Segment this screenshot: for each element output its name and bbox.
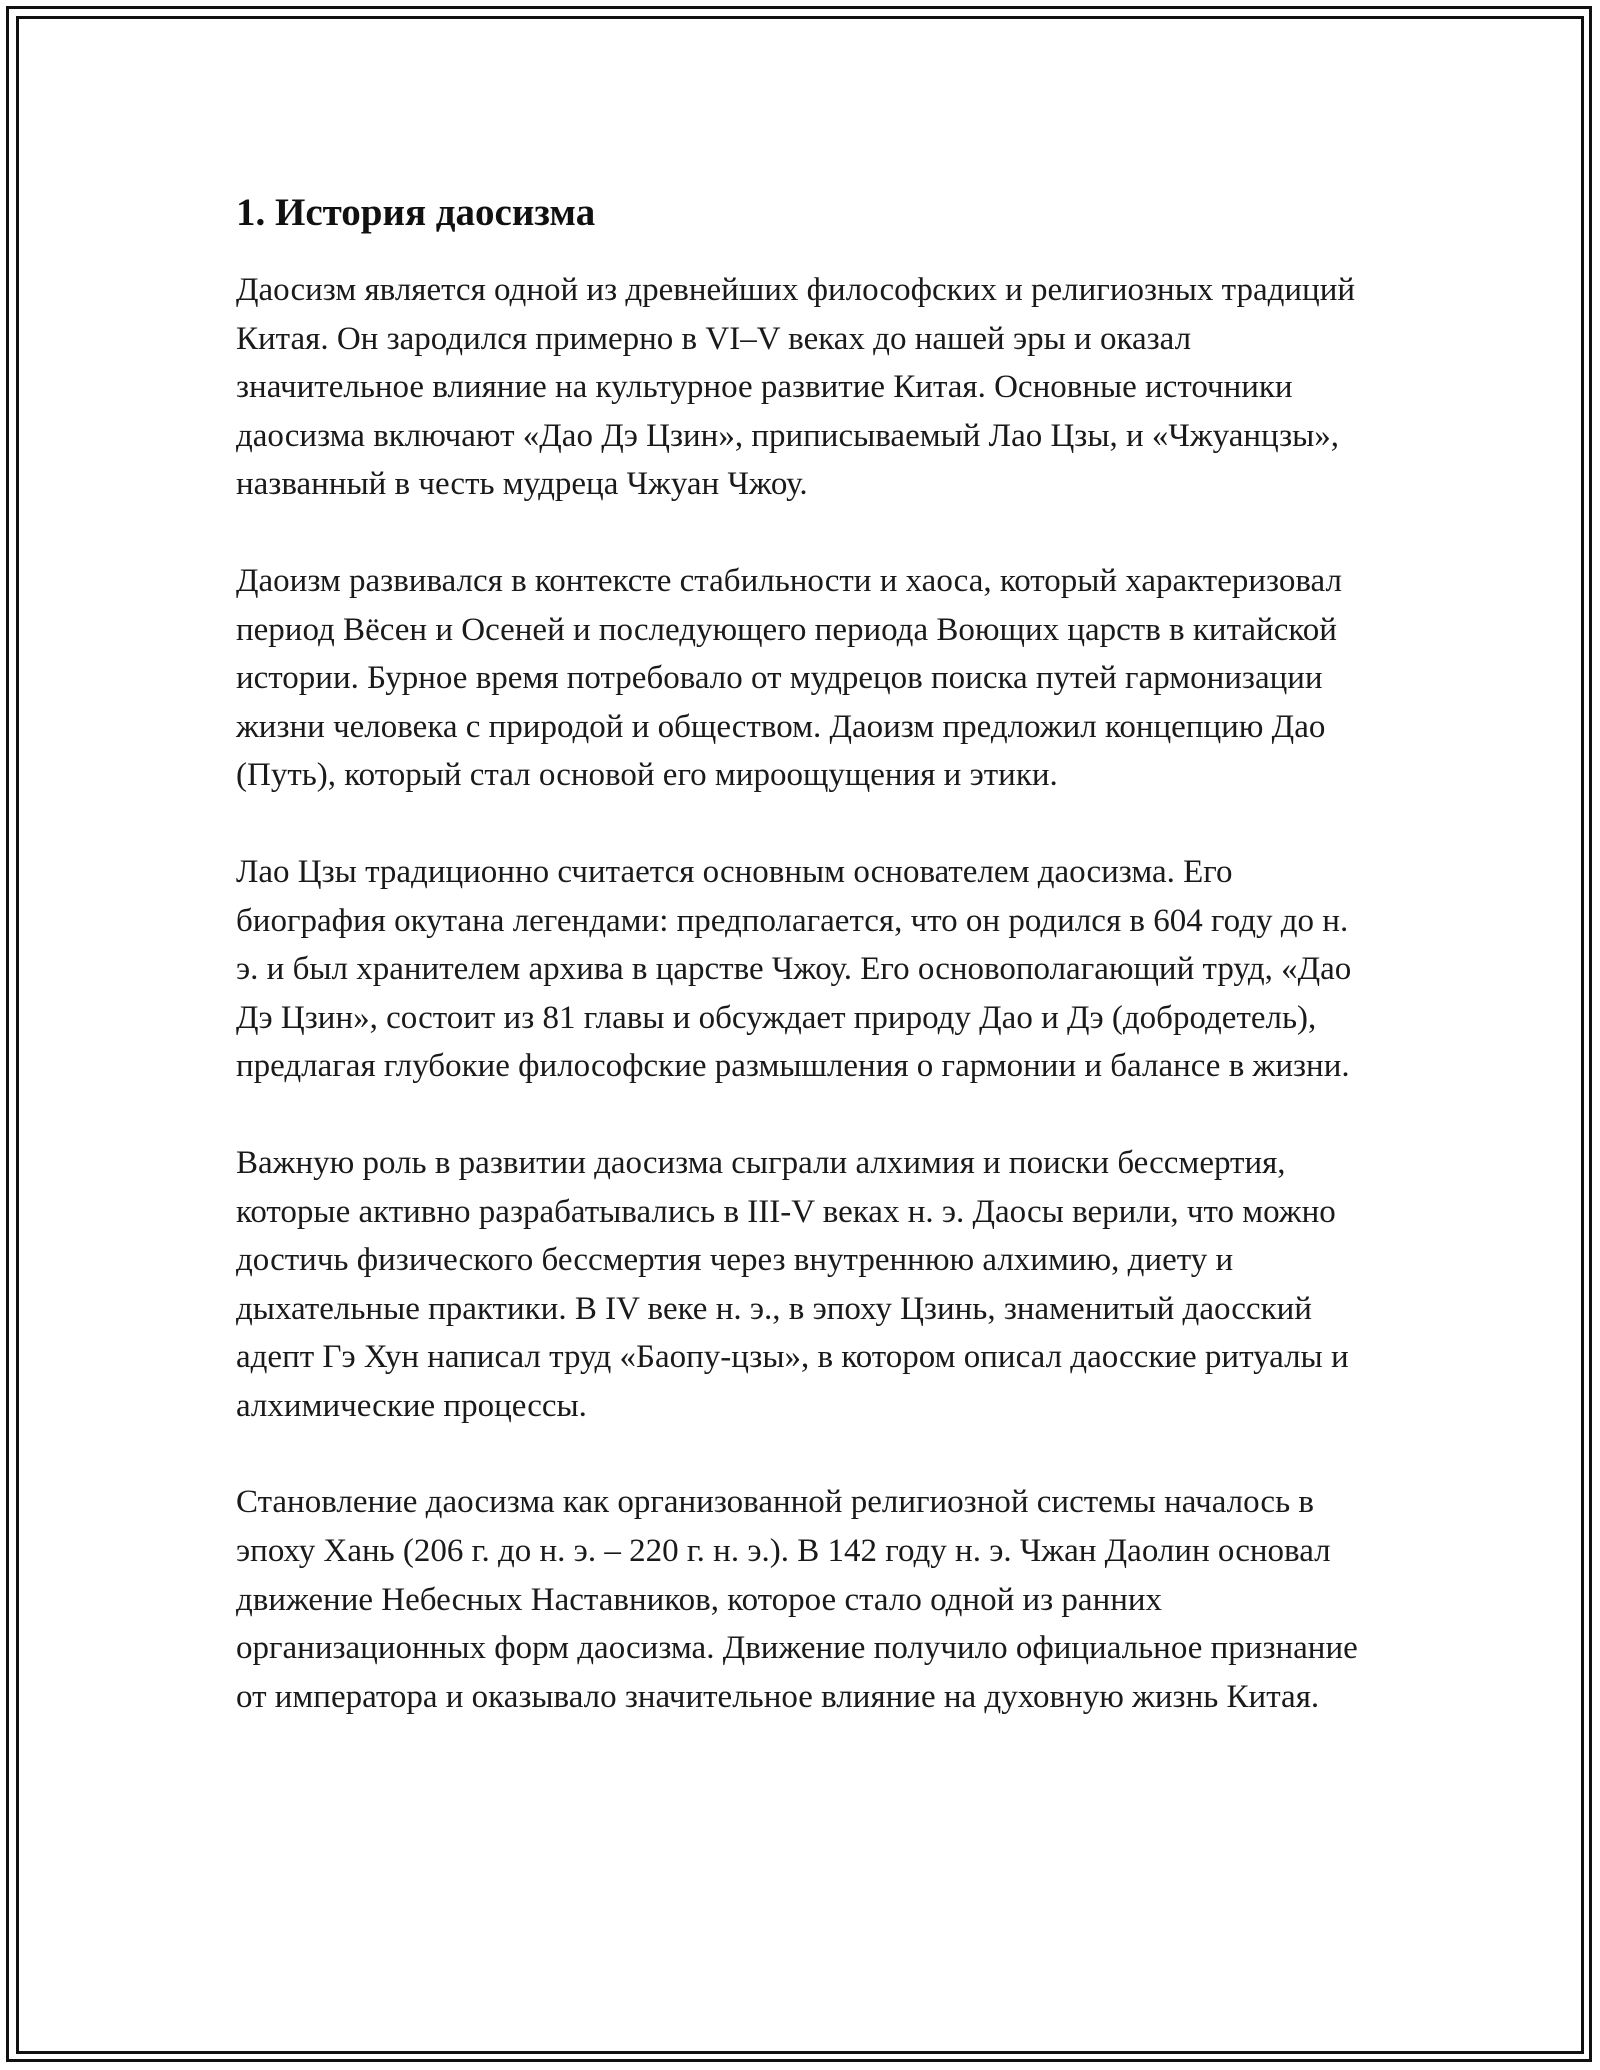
paragraph-religious-system: Становление даосизма как организованной религиозной системы началось в эпоху Хань (206 г. до н. э. – 220 г. н. э.). В 142 году н. э. Чжан Даолин основал движение Небесных Наставников, которое стало одной из ранних организационных форм даосизма. Движение получило официальное признание от императора и оказывало значительное влияние на духовную жизнь Китая. xyxy=(236,1484,1358,1715)
paragraph-context: Даоизм развивался в контексте стабильности и хаоса, который характеризовал период Вёсен и Осеней и последующего периода Воющих царств в китайской истории. Бурное время потребовало от мудрецов поиска путей гармонизации жизни человека с природой и обществом. Даоизм предложил концепцию Дао (Путь), который стал основой его мироощущения и этики. xyxy=(236,562,1342,794)
paragraph-alchemy: Важную роль в развитии даосизма сыграли алхимия и поиски бессмертия, которые активно разрабатывались в III-V веках н. э. Даосы верили, что можно достичь физического бессмертия через внутреннюю алхимию, диету и дыхательные практики. В IV веке н. э., в эпоху Цзинь, знаменитый даосский адепт Гэ Хун написал труд «Баопу-цзы», в котором описал даосские ритуалы и алхимические процессы. xyxy=(236,1144,1349,1424)
document-body xyxy=(236,186,1376,1721)
section-heading: 1. История даосизма xyxy=(236,191,596,234)
paragraph-origins: Даосизм является одной из древнейших философских и религиозных традиций Китая. Он зародился примерно в VI–V веках до нашей эры и оказал значительное влияние на культурное развитие Китая. Основные источники даосизма включают «Дао Дэ Цзин», приписываемый Лао Цзы, и «Чжуанцзы», названный в честь мудреца Чжуан Чжоу. xyxy=(236,272,1356,503)
paragraph-lao-tzu: Лао Цзы традиционно считается основным основателем даосизма. Его биография окутана легендами: предполагается, что он родился в 604 году до н. э. и был хранителем архива в царстве Чжоу. Его основополагающий труд, «Дао Дэ Цзин», состоит из 81 главы и обсуждает природу Дао и Дэ (добродетель), предлагая глубокие философские размышления о гармонии и балансе в жизни. xyxy=(236,853,1352,1085)
